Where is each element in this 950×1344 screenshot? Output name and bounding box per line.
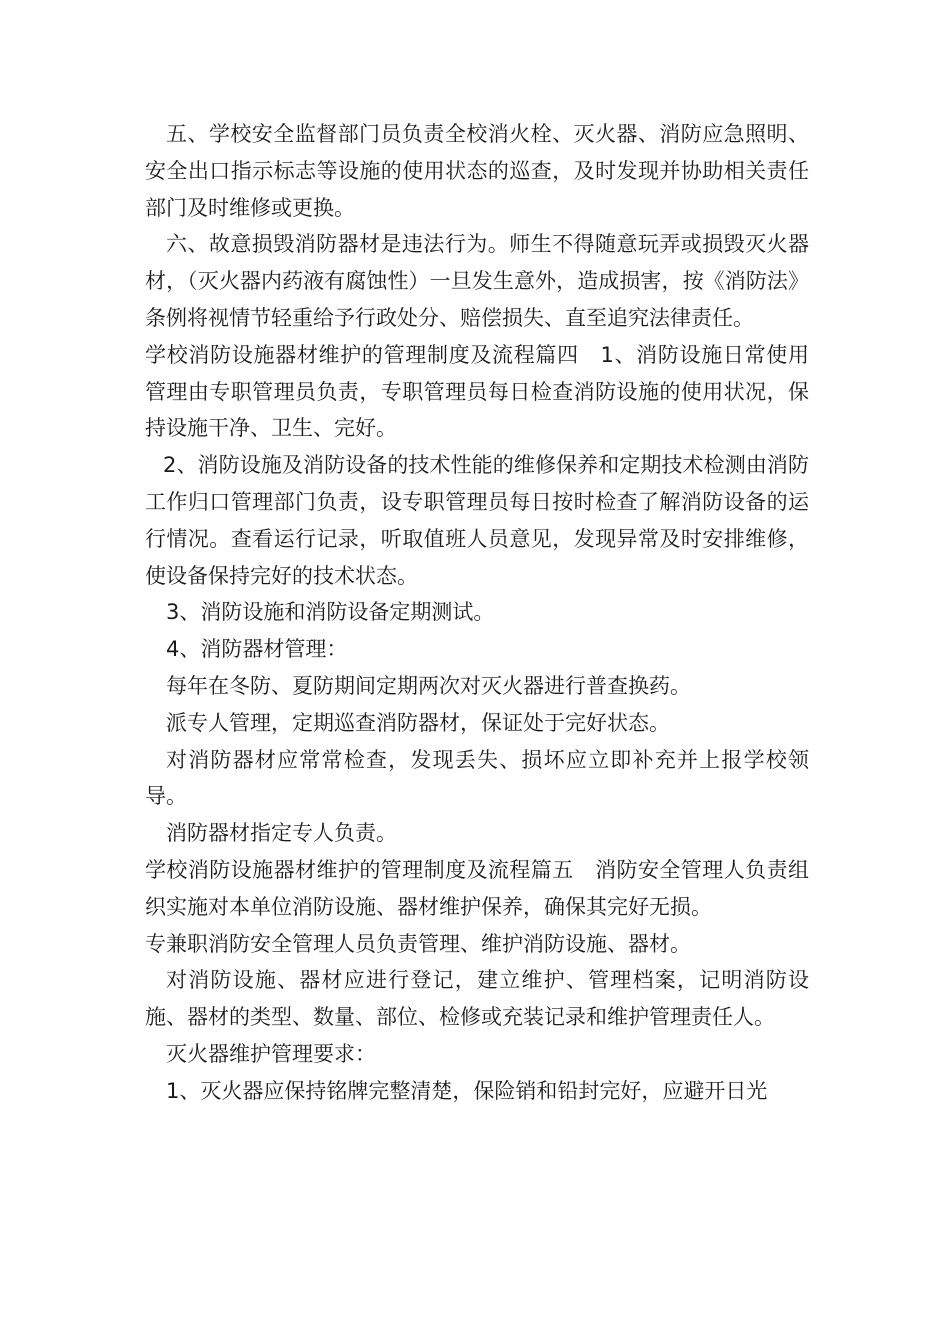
paragraph-staff-duties: 专兼职消防安全管理人员负责管理、维护消防设施、器材。: [145, 931, 691, 956]
paragraph-designated-person: 消防器材指定专人负责。: [166, 821, 397, 846]
paragraph-registration: 对消防设施、器材应进行登记，建立维护、管理档案，记明消防设施、器材的类型、数量、部位、检修或充装记录和维护管理责任人。: [145, 968, 809, 1030]
paragraph-item-4: 4、消防器材管理：: [166, 637, 348, 662]
paragraph-5: 五、学校安全监督部门员负责全校消火栓、灭火器、消防应急照明、安全出口指示标志等设施的使用状态的巡查，及时发现并协助相关责任部门及时维修或更换。: [145, 122, 809, 220]
paragraph-6: 六、故意损毁消防器材是违法行为。师生不得随意玩弄或损毁灭火器材，（灭火器内药液有腐蚀性）一旦发生意外，造成损害，按《消防法》条例将视情节轻重给予行政处分、赔偿损失、直至追究法律责任。: [145, 232, 809, 330]
paragraph-regular-inspection: 对消防器材应常常检查，发现丢失、损坏应立即补充并上报学校领导。: [145, 747, 809, 809]
paragraph-item-3: 3、消防设施和消防设备定期测试。: [166, 600, 495, 625]
paragraph-extinguisher-item-1: 1、灭火器应保持铭牌完整清楚，保险销和铅封完好，应避开日光: [166, 1078, 768, 1103]
paragraph-dedicated-staff: 派专人管理，定期巡查消防器材，保证处于完好状态。: [166, 710, 670, 735]
paragraph-extinguisher-requirements: 灭火器维护管理要求：: [166, 1041, 376, 1066]
section-heading-part-5: 学校消防设施器材维护的管理制度及流程篇五 消防安全管理人负责组织实施对本单位消防设施、器材维护保养，确保其完好无损。: [145, 857, 809, 919]
document-body: [145, 116, 809, 1110]
paragraph-annual-check: 每年在冬防、夏防期间定期两次对灭火器进行普查换药。: [166, 673, 691, 698]
section-heading-part-4: 学校消防设施器材维护的管理制度及流程篇四 1、消防设施日常使用管理由专职管理员负责，专职管理员每日检查消防设施的使用状况，保持设施干净、卫生、完好。: [145, 342, 809, 441]
paragraph-item-2: 2、消防设施及消防设备的技术性能的维修保养和定期技术检测由消防工作归口管理部门负责，设专职管理员每日按时检查了解消防设备的运行情况。查看运行记录，听取值班人员意见，发现异常及时安排维修，使设备保持完好的技术状态。: [145, 453, 809, 588]
